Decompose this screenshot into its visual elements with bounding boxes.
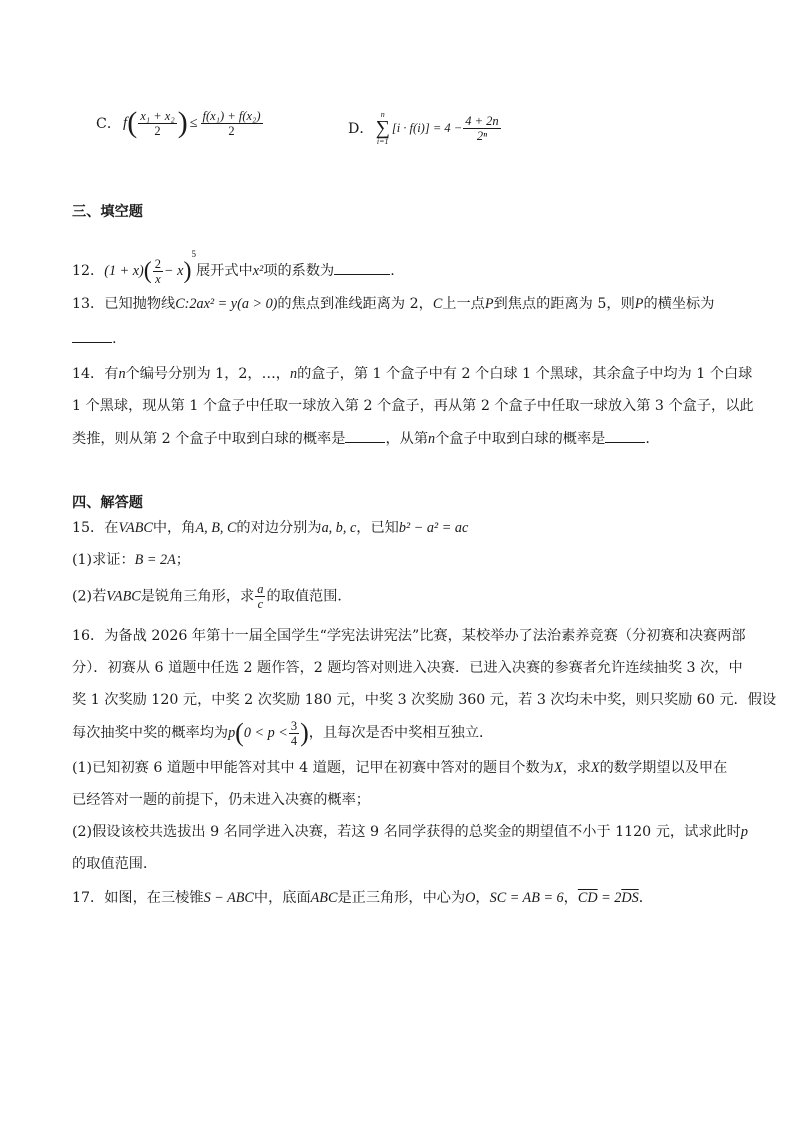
- option-c-label: C．: [96, 116, 122, 132]
- question-16-line-1: 16．为备战 2026 年第十一届全国学生“学宪法讲宪法”比赛，某校举办了法治素养竞赛（分初赛和决赛两部: [72, 628, 746, 644]
- q15-sides: a, b, c: [321, 520, 357, 536]
- paren-right: ): [300, 718, 309, 747]
- q12-frac: [153, 257, 163, 286]
- q16-p1-b: ，求: [562, 760, 591, 776]
- question-15-part-1: [72, 550, 732, 570]
- q15-angles: A, B, C: [195, 520, 237, 536]
- frac-num: 4 + 2n: [465, 113, 499, 128]
- q13-text-b: 的焦点到准线距离为 2，: [277, 296, 433, 312]
- q17-center: O: [465, 890, 476, 906]
- sigma-sum: [376, 110, 390, 146]
- q16-x: X: [590, 760, 600, 776]
- q14-line3-c: 个盒子中取到白球的概率是: [435, 431, 606, 447]
- q12-end: .: [390, 263, 395, 279]
- sigma-bottom: i=1: [376, 137, 389, 146]
- section-3-title: 三、填空题: [72, 204, 143, 220]
- q13-text-a: 已知抛物线: [104, 296, 176, 312]
- q17-vector-cd: $\overline{CD}$: [577, 890, 598, 906]
- option-d-label: D．: [348, 121, 374, 137]
- q13-text-e: 的横坐标为: [643, 296, 715, 312]
- q14-n: n: [289, 366, 298, 382]
- q17-text-e: ，: [563, 890, 578, 906]
- q14-line3-a: 类推，则从第 2 个盒子中取到白球的概率是: [72, 431, 346, 447]
- q15-p2-a: (2)若: [72, 588, 107, 605]
- paren-right: ): [183, 258, 192, 284]
- question-16-part-1: [72, 758, 732, 778]
- q12-expr-a: (1 + x): [104, 263, 144, 279]
- q14-line1-a: 14．有: [72, 366, 119, 382]
- option-d: [348, 110, 502, 146]
- option-c: [96, 108, 264, 138]
- question-16-line-3: 奖 1 次奖励 120 元，中奖 2 次奖励 180 元，中奖 3 次奖励 360 元，若 3 次均未中奖，则只奖励 60 元．假设: [72, 692, 777, 708]
- q16-p1-a: (1)已知初赛 6 道题中甲能答对其中 4 道题，记甲在初赛中答对的题目个数为: [72, 760, 554, 776]
- q13-curve: C:2ax² = y(a > 0): [175, 296, 278, 312]
- q15-text-b: 中，角: [152, 520, 196, 536]
- q17-text-b: 中，底面: [253, 890, 311, 906]
- q12-text-b: 项的系数为: [263, 263, 335, 279]
- q15-frac: [255, 582, 265, 611]
- frac-num: f(x₁) + f(x₂): [202, 108, 261, 123]
- q17-text-a: 17．如图，在三棱锥: [72, 890, 204, 906]
- question-12: [72, 242, 732, 286]
- option-d-body: [i · f(i)] = 4 −: [391, 120, 463, 135]
- q15-p2-c: 的取值范围．: [266, 588, 352, 605]
- q16-p: p: [228, 725, 236, 741]
- q13-p: P: [484, 296, 494, 312]
- q13-end: .: [112, 331, 117, 347]
- question-15: [72, 518, 732, 538]
- sigma-top: n: [380, 110, 385, 119]
- question-14-line-2: 1 个黑球，现从第 1 个盒子中任取一球放入第 2 个盒子，再从第 2 个盒子中任取一球放入第 3 个盒子，以此: [72, 398, 754, 414]
- q13-text-d: 到焦点的距离为 5，则: [493, 296, 635, 312]
- q15-condition: b² − a² = ac: [398, 520, 469, 536]
- answer-blank[interactable]: [605, 428, 645, 443]
- q15-p1-expr: B = 2A: [134, 552, 176, 568]
- q17-eq2: = 2: [597, 890, 622, 906]
- question-16-line-4: [72, 718, 732, 748]
- q14-line1-c: 的盒子，第 1 个盒子中有 2 个白球 1 个黑球，其余盒子中均为 1 个白球: [297, 366, 753, 382]
- question-16-part-2: [72, 822, 748, 842]
- q16-p2-a: (2)假设该校共选拔出 9 名同学进入决赛，若这 9 名同学获得的总奖金的期望值不小于 1120 元，试求此时: [72, 824, 741, 840]
- question-17: [72, 888, 732, 908]
- q14-n: n: [118, 366, 126, 382]
- q15-p1-end: ；: [175, 552, 190, 568]
- q17-vector-ds: $\overline{DS}$: [621, 890, 639, 906]
- option-c-f: f: [123, 114, 128, 131]
- section-4-title: 四、解答题: [72, 495, 143, 511]
- q14-line1-b: 个编号分别为 1，2，…，: [125, 366, 290, 382]
- q14-line3-b: ，从第: [385, 431, 429, 447]
- frac-den: c: [257, 597, 264, 611]
- q12-power: 5: [191, 249, 196, 259]
- q14-end: .: [645, 431, 650, 447]
- q16-frac: [289, 719, 299, 748]
- leq-sign: ≤: [189, 114, 198, 131]
- q14-n: n: [428, 431, 436, 447]
- question-13-blank-line: [72, 328, 732, 349]
- q15-p2-b: 是锐角三角形，求: [140, 588, 255, 605]
- paren-left: (: [127, 106, 138, 139]
- q12-number: 12．: [72, 263, 105, 279]
- frac-num: x₁ + x₂: [140, 108, 175, 123]
- question-14-line-3: [72, 428, 732, 449]
- q15-text-c: 的对边分别为: [236, 520, 322, 536]
- q17-end: ．: [638, 890, 653, 906]
- q13-text-c: 上一点: [442, 296, 485, 312]
- q15-p2-triangle: VABC: [106, 588, 141, 605]
- frac-den: 4: [290, 733, 298, 748]
- answer-blank[interactable]: [345, 428, 385, 443]
- q17-text-c: 是正三角形，中心为: [337, 890, 466, 906]
- q13-p2: P: [634, 296, 644, 312]
- q16-line4-a: 每次抽奖中奖的概率均为: [72, 725, 229, 741]
- q17-text-d: ，: [475, 890, 490, 906]
- q16-x: X: [553, 760, 563, 776]
- question-16-part-1-line-2: 已经答对一题的前提下，仍未进入决赛的概率；: [72, 792, 370, 808]
- q15-text-d: ，已知: [356, 520, 399, 536]
- frac-den: x: [155, 271, 161, 286]
- q13-c: C: [432, 296, 443, 312]
- question-16-part-2-line-2: 的取值范围．: [72, 856, 158, 872]
- q12-expr-b: − x: [164, 263, 184, 279]
- q17-eq1: SC = AB = 6: [489, 890, 564, 906]
- question-15-part-2: [72, 582, 732, 611]
- frac-num: 3: [290, 718, 298, 733]
- sigma-symbol: ∑: [375, 117, 390, 139]
- frac-den: 2ⁿ: [476, 128, 487, 143]
- answer-blank[interactable]: [72, 328, 112, 343]
- paren-right: ): [177, 106, 188, 139]
- option-c-frac-left: [138, 109, 176, 138]
- q12-text-a: 展开式中: [195, 263, 253, 279]
- frac-num: 2: [154, 256, 162, 271]
- q15-triangle: VABC: [118, 520, 153, 536]
- q15-p1-a: (1)求证：: [72, 552, 135, 568]
- frac-den: 2: [228, 123, 235, 138]
- q12-term: x²: [252, 263, 264, 279]
- q17-base: ABC: [310, 890, 338, 906]
- q15-text-a: 15．在: [72, 520, 119, 536]
- answer-blank[interactable]: [334, 260, 390, 275]
- q16-p1-c: 的数学期望以及甲在: [599, 760, 728, 776]
- q16-line4-b: ，且每次是否中奖相互独立．: [308, 725, 494, 741]
- question-16-line-2: 分）．初赛从 6 道题中任选 2 题作答，2 题均答对则进入决赛．已进入决赛的参赛者允许连续抽奖 3 次，中: [72, 660, 743, 676]
- q13-number: 13．: [72, 296, 105, 312]
- paren-left: (: [235, 718, 244, 747]
- question-13: [72, 294, 732, 314]
- option-d-frac: [463, 114, 500, 143]
- q16-inequality: 0 < p <: [243, 725, 288, 741]
- paren-left: (: [143, 258, 152, 284]
- q16-p: p: [740, 824, 748, 840]
- q17-pyramid: S − ABC: [203, 890, 254, 906]
- frac-den: 2: [154, 123, 161, 138]
- option-c-frac-right: [201, 109, 263, 138]
- question-14-line-1: [72, 364, 753, 384]
- frac-num: a: [257, 582, 264, 596]
